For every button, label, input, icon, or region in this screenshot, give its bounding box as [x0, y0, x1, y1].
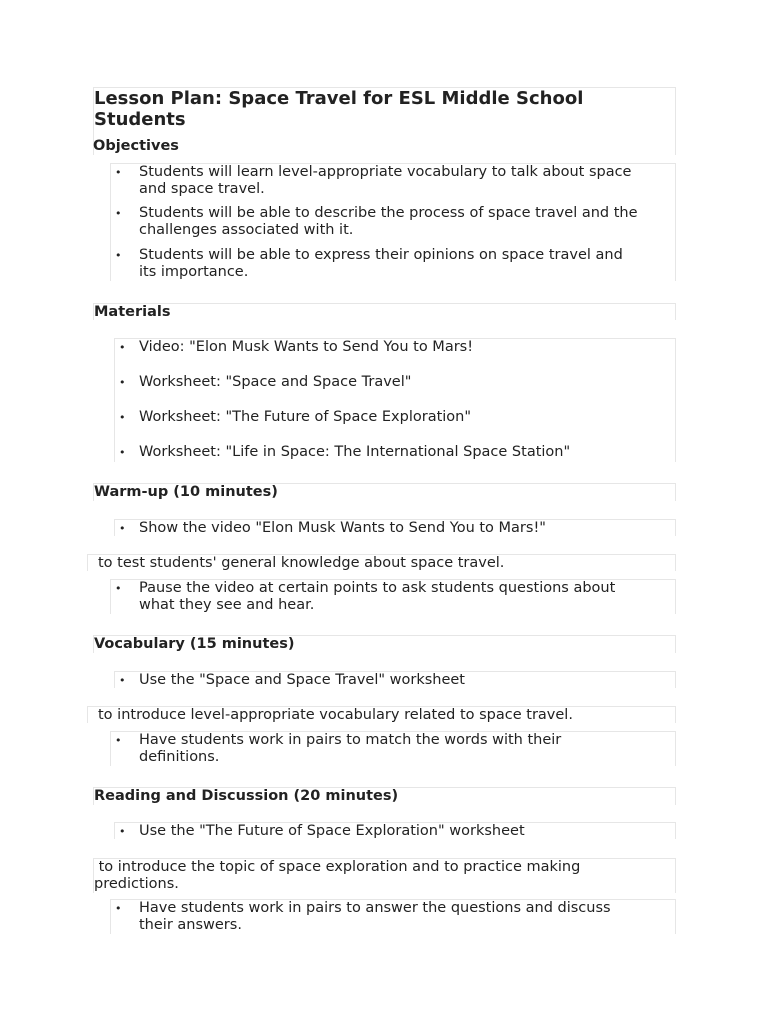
list-item-text: Students will be able to express their opinions on space travel and — [139, 247, 623, 263]
reading-heading: Reading and Discussion (20 minutes) — [94, 788, 399, 804]
bullet-icon: • — [119, 376, 126, 389]
list-item-text: Worksheet: "Life in Space: The International Space Station" — [139, 444, 571, 460]
reading-list-2 — [110, 899, 676, 934]
list-item-text: challenges associated with it. — [139, 222, 354, 238]
paragraph-text: to test students' general knowledge about space travel. — [98, 555, 505, 571]
bullet-icon: • — [119, 341, 126, 354]
list-item-text: Video: "Elon Musk Wants to Send You to Mars! — [139, 339, 474, 355]
title-line-1: Lesson Plan: Space Travel for ESL Middle School — [94, 88, 584, 109]
title-line-2: Students — [94, 109, 186, 130]
warmup-continuation — [87, 554, 676, 571]
list-item-text: its importance. — [139, 264, 249, 280]
bullet-icon: • — [115, 166, 122, 179]
reading-continuation — [93, 858, 676, 893]
list-item-text: Students will learn level-appropriate vocabulary to talk about space — [139, 164, 632, 180]
vocabulary-list-1 — [114, 671, 676, 688]
bullet-icon: • — [119, 674, 126, 687]
reading-list-1 — [114, 822, 676, 839]
materials-heading-box — [93, 303, 676, 320]
list-item-text: Pause the video at certain points to ask students questions about — [139, 580, 616, 596]
warmup-heading: Warm-up (10 minutes) — [94, 484, 278, 500]
materials-list — [114, 338, 676, 462]
vocabulary-heading-box — [93, 635, 676, 653]
list-item-text: definitions. — [139, 749, 220, 765]
bullet-icon: • — [115, 207, 122, 220]
bullet-icon: • — [115, 902, 122, 915]
list-item-text: Worksheet: "The Future of Space Exploration" — [139, 409, 472, 425]
list-item-text: Worksheet: "Space and Space Travel" — [139, 374, 412, 390]
paragraph-text: predictions. — [94, 876, 179, 892]
reading-heading-box — [93, 787, 676, 805]
list-item-text: Have students work in pairs to answer the questions and discuss — [139, 900, 611, 916]
list-item-text: Show the video "Elon Musk Wants to Send You to Mars!" — [139, 520, 546, 536]
warmup-heading-box — [93, 483, 676, 501]
list-item-text: Use the "Space and Space Travel" worksheet — [139, 672, 465, 688]
warmup-list-2 — [110, 579, 676, 614]
bullet-icon: • — [119, 522, 126, 535]
bullet-icon: • — [119, 825, 126, 838]
vocabulary-continuation — [87, 706, 676, 723]
page-title — [93, 87, 676, 155]
list-item-text: Have students work in pairs to match the words with their — [139, 732, 562, 748]
warmup-list-1 — [114, 519, 676, 536]
list-item-text: what they see and hear. — [139, 597, 315, 613]
bullet-icon: • — [115, 582, 122, 595]
list-item-text: Use the "The Future of Space Exploration" worksheet — [139, 823, 525, 839]
objectives-heading: Objectives — [93, 138, 179, 154]
paragraph-text: to introduce the topic of space exploration and to practice making — [94, 859, 581, 875]
bullet-icon: • — [115, 734, 122, 747]
vocabulary-heading: Vocabulary (15 minutes) — [94, 636, 295, 652]
paragraph-text: to introduce level-appropriate vocabulary related to space travel. — [98, 707, 573, 723]
list-item-text: Students will be able to describe the process of space travel and the — [139, 205, 638, 221]
bullet-icon: • — [119, 411, 126, 424]
list-item-text: their answers. — [139, 917, 242, 933]
list-item-text: and space travel. — [139, 181, 265, 197]
bullet-icon: • — [115, 249, 122, 262]
vocabulary-list-2 — [110, 731, 676, 766]
bullet-icon: • — [119, 446, 126, 459]
materials-heading: Materials — [94, 304, 171, 320]
objectives-list — [110, 163, 676, 281]
